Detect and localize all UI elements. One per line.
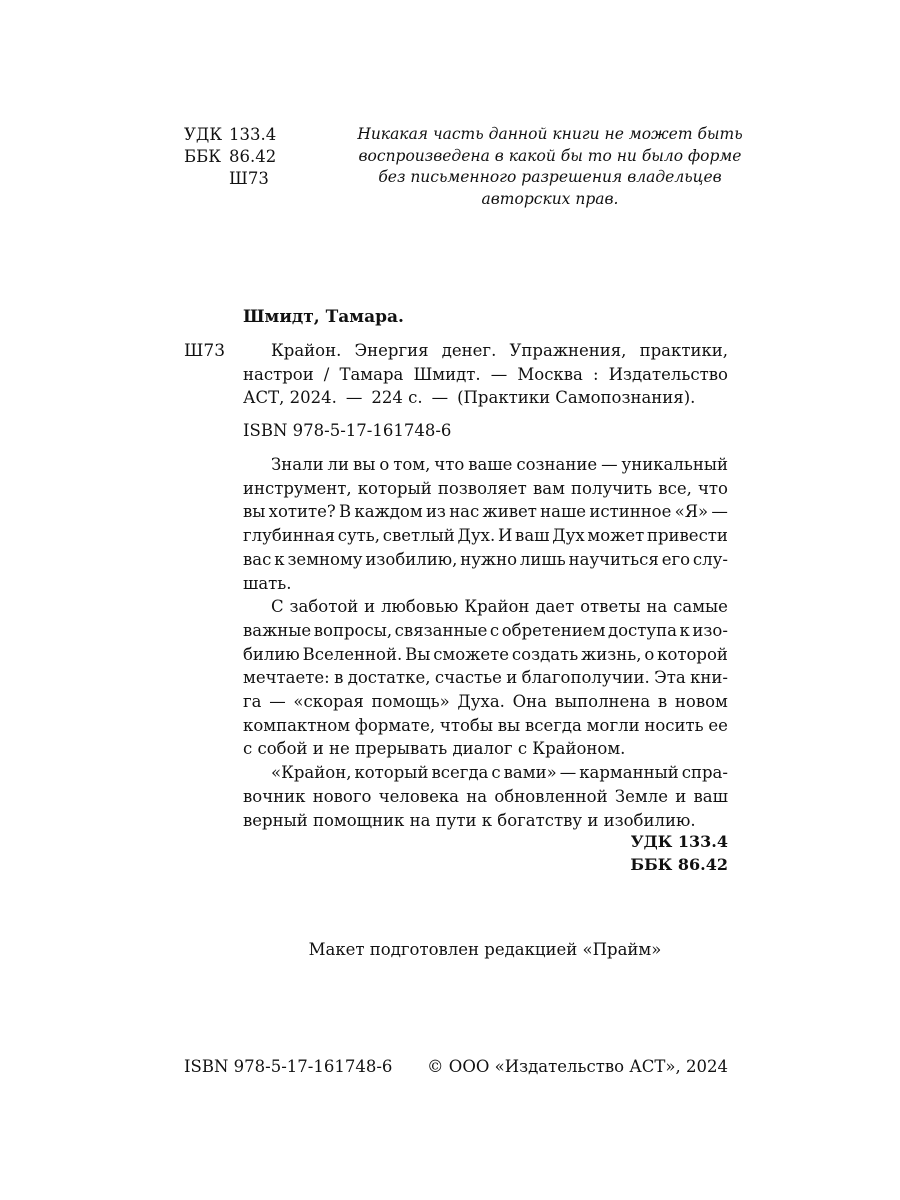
word: шать. — [243, 573, 292, 593]
word: с — [489, 620, 500, 640]
word: Москва — [517, 364, 583, 384]
word: получить — [571, 478, 653, 498]
word: нас — [449, 502, 480, 522]
word: истинное — [589, 502, 672, 522]
annotation — [243, 453, 728, 832]
word: обновленной — [494, 786, 608, 806]
word: ваш — [693, 786, 728, 806]
word: живет — [482, 502, 537, 522]
word: ли — [327, 455, 350, 474]
word: вопросы, — [313, 620, 393, 640]
word: — — [345, 388, 363, 407]
annotation-line — [243, 666, 728, 690]
word: (Практики Самопознания). — [457, 388, 696, 407]
word: связанные — [394, 620, 488, 640]
bibliographic-description — [243, 339, 728, 410]
word: которой — [657, 644, 728, 664]
word: человека — [378, 786, 459, 806]
classification-codes — [600, 830, 728, 876]
word: — — [431, 388, 449, 407]
word: вочник — [243, 786, 306, 806]
udk-value: 133.4 — [229, 125, 277, 144]
notice-line: без письменного разрешения владельцев — [378, 168, 722, 186]
word: вам — [532, 478, 565, 498]
word: 224 с. — [371, 388, 423, 407]
annotation-line — [243, 572, 728, 596]
word: Эта — [654, 668, 686, 688]
footer-copyright: © ООО «Издательство АСТ», 2024 — [427, 1057, 728, 1076]
word: к — [679, 620, 690, 640]
word: компактном — [243, 715, 351, 735]
word: глубинная — [243, 526, 336, 546]
word: его — [661, 549, 691, 569]
word: достатке, — [347, 668, 431, 688]
word: С — [271, 597, 284, 617]
word: земному — [287, 549, 363, 569]
word: чтобы — [439, 715, 493, 735]
word: вами» — [503, 763, 557, 783]
annotation-line — [243, 500, 728, 524]
annotation-line — [243, 737, 728, 761]
author-mark-row — [184, 168, 276, 190]
notice-line: воспроизведена в какой бы то ни было форме — [358, 146, 742, 165]
annotation-line — [243, 714, 728, 738]
word: АСТ, 2024. — [243, 388, 337, 407]
word: денег. — [441, 341, 497, 360]
word: мечтаете: — [243, 668, 330, 688]
isbn: ISBN 978-5-17-161748-6 — [243, 421, 452, 440]
word: билию — [243, 644, 300, 664]
classification-block — [184, 124, 276, 190]
footer — [184, 1055, 728, 1078]
word: любовью — [381, 597, 459, 617]
description-line — [243, 363, 728, 387]
word: создать — [511, 644, 579, 664]
word: благополучии. — [521, 668, 650, 688]
word: спра- — [681, 763, 728, 783]
udk-row — [184, 124, 276, 146]
word: носить — [644, 715, 704, 735]
description-line — [243, 386, 728, 410]
word: Упражнения, — [509, 341, 627, 360]
word: новом — [674, 692, 728, 712]
word: инструмент, — [243, 478, 352, 498]
description-line — [243, 339, 728, 363]
word: вас — [243, 549, 272, 569]
word: Знали — [271, 455, 324, 474]
word: научиться — [568, 549, 659, 569]
word: нужно — [460, 549, 518, 569]
word: и — [675, 786, 687, 806]
word: привести — [646, 526, 728, 546]
word: изобилию, — [365, 549, 458, 569]
annotation-line — [243, 619, 728, 643]
word: самые — [673, 597, 728, 617]
word: уникальный — [621, 455, 728, 474]
word: в — [657, 692, 668, 712]
word: который — [357, 478, 432, 498]
word: практики, — [639, 341, 728, 360]
word: светлый — [382, 526, 455, 546]
word: о — [644, 644, 655, 664]
annotation-line — [243, 453, 728, 477]
word: Крайон — [464, 597, 530, 617]
word: к — [274, 549, 285, 569]
word: Шмидт. — [413, 364, 481, 384]
word: / — [323, 364, 330, 384]
word: что — [697, 478, 728, 498]
bbk-code: ББК 86.42 — [630, 855, 728, 874]
word: с — [491, 763, 501, 783]
udk-code: УДК 133.4 — [630, 832, 728, 851]
word: Тамара — [339, 364, 404, 384]
word: всегда — [431, 763, 489, 783]
word: с собой и не прерывать диалог с Крайоном. — [243, 739, 626, 759]
author-mark: Ш73 — [229, 169, 269, 188]
word: Дух. — [457, 526, 496, 546]
word: «Я» — [674, 502, 709, 522]
word: вы — [243, 502, 266, 522]
word: хотите? — [268, 502, 336, 522]
annotation-line — [243, 643, 728, 667]
annotation-line — [243, 477, 728, 501]
word: лишь — [519, 549, 566, 569]
word: Энергия — [354, 341, 429, 360]
word: Духа. — [457, 692, 505, 712]
word: из — [425, 502, 446, 522]
word: вы — [352, 455, 376, 474]
word: слу- — [692, 549, 728, 569]
word: кни- — [690, 668, 728, 688]
word: сознание — [516, 455, 598, 474]
udk-label: УДК — [184, 125, 223, 144]
word: что — [434, 455, 465, 474]
word: — — [601, 455, 618, 474]
word: дает — [535, 597, 575, 617]
annotation-line — [243, 690, 728, 714]
footer-isbn: ISBN 978-5-17-161748-6 — [184, 1057, 393, 1076]
word: всегда — [524, 715, 582, 735]
annotation-line — [243, 595, 728, 619]
layout-credit: Макет подготовлен редакцией «Прайм» — [308, 940, 662, 959]
bibliography-author-mark: Ш73 — [184, 341, 226, 361]
rights-notice — [350, 124, 750, 210]
word: в — [334, 668, 344, 688]
word: сможете — [433, 644, 510, 664]
word: верный помощник на пути к богатству и изобилию. — [243, 810, 696, 830]
word: Дух — [552, 526, 585, 546]
annotation-line — [243, 809, 728, 833]
word: — — [559, 763, 577, 783]
bbk-value: 86.42 — [229, 147, 277, 166]
word: изо- — [692, 620, 728, 640]
word: И — [497, 526, 513, 546]
word: Вы — [405, 644, 431, 664]
word: — — [490, 364, 508, 384]
word: важные — [243, 620, 312, 640]
annotation-line — [243, 785, 728, 809]
word: каждом — [354, 502, 423, 522]
word: заботой — [289, 597, 359, 617]
word: о — [379, 455, 390, 474]
word: позволяет — [437, 478, 527, 498]
word: — — [269, 692, 286, 712]
word: формате, — [354, 715, 436, 735]
word: выполнена — [554, 692, 651, 712]
word: В — [339, 502, 352, 522]
word: счастье — [434, 668, 502, 688]
word: Она — [512, 692, 547, 712]
word: вы — [497, 715, 521, 735]
annotation-line — [243, 548, 728, 572]
bbk-row — [184, 146, 276, 168]
word: наше — [540, 502, 587, 522]
word: том, — [393, 455, 431, 474]
annotation-line — [243, 761, 728, 785]
word: настрои — [243, 364, 314, 384]
author-heading: Шмидт, Тамара. — [243, 307, 404, 327]
word: обретением — [501, 620, 606, 640]
word: карманный — [579, 763, 679, 783]
word: га — [243, 692, 262, 712]
word: может — [587, 526, 645, 546]
word: доступа — [607, 620, 677, 640]
word: могли — [586, 715, 640, 735]
word: помощь» — [371, 692, 450, 712]
word: Крайон. — [271, 341, 342, 360]
word: жизнь, — [581, 644, 642, 664]
bbk-label: ББК — [184, 147, 222, 166]
word: «Крайон, — [271, 763, 352, 783]
word: — — [711, 502, 728, 522]
word: Издательство — [608, 364, 728, 384]
annotation-line — [243, 524, 728, 548]
word: «скорая — [293, 692, 364, 712]
word: и — [364, 597, 376, 617]
word: и — [506, 668, 518, 688]
word: Земле — [614, 786, 668, 806]
word: нового — [312, 786, 372, 806]
notice-line: авторских прав. — [481, 189, 619, 208]
word: Вселенной. — [302, 644, 403, 664]
word: ее — [708, 715, 728, 735]
word: который — [354, 763, 429, 783]
word: все, — [658, 478, 692, 498]
notice-line: Никакая часть данной книги не может быть — [357, 125, 743, 143]
word: суть, — [337, 526, 381, 546]
word: ваш — [515, 526, 550, 546]
word: ответы — [580, 597, 641, 617]
word: ваше — [468, 455, 513, 474]
word: на — [466, 786, 488, 806]
word: : — [592, 364, 599, 384]
word: на — [646, 597, 668, 617]
